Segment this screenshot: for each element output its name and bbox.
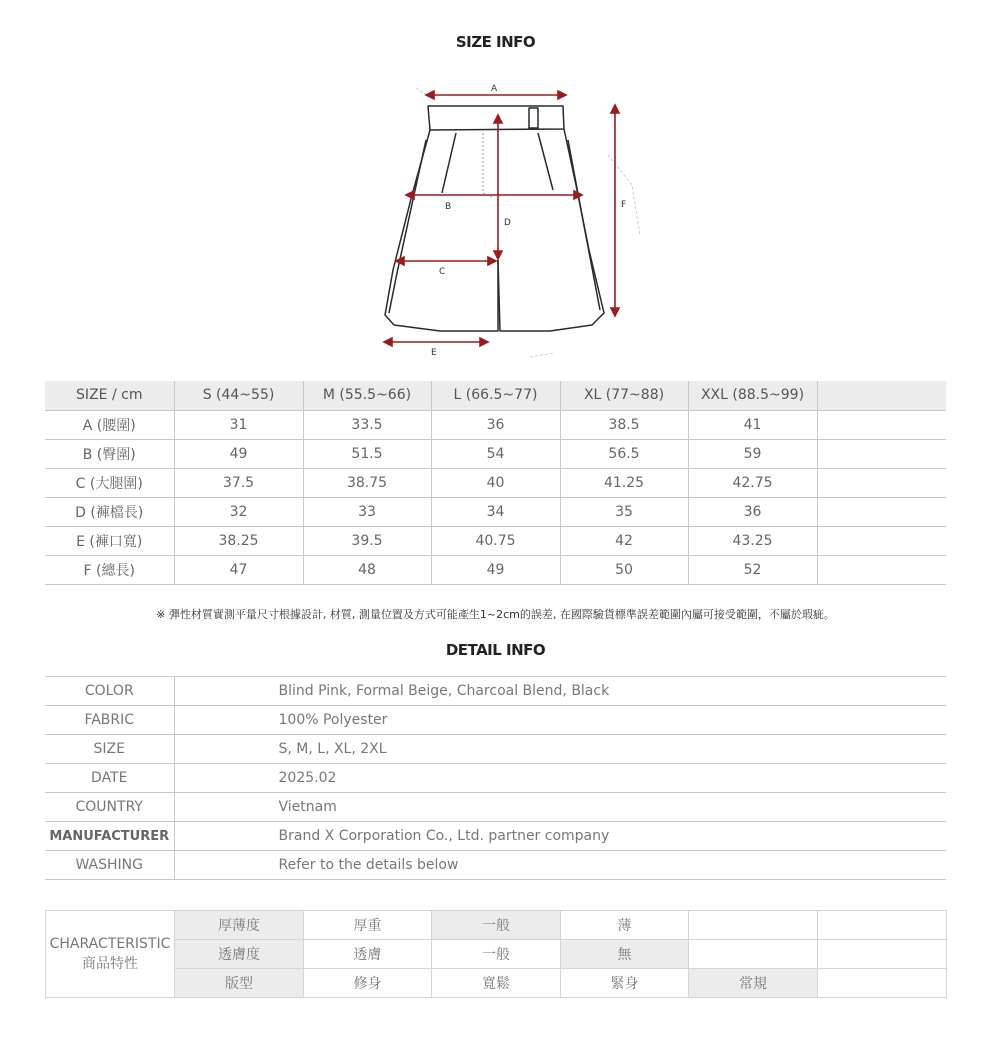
shorts-measurement-diagram [370, 75, 640, 365]
characteristic-option: 寬鬆 [432, 969, 561, 998]
characteristic-name: 透膚度 [175, 940, 304, 969]
characteristic-option [689, 911, 818, 940]
size-cell: 52 [688, 555, 817, 584]
size-row-label: B (臀圍) [45, 439, 174, 468]
characteristic-table [45, 910, 947, 998]
characteristic-option: 薄 [561, 911, 689, 940]
label-e: E [431, 348, 437, 358]
detail-row [45, 764, 946, 793]
characteristic-option: 一般 [432, 940, 561, 969]
detail-row [45, 822, 946, 851]
label-a: A [491, 84, 498, 94]
size-cell: 38.25 [174, 526, 303, 555]
label-d: D [504, 218, 511, 228]
size-table [45, 381, 946, 585]
measurement-note: ※ 彈性材質實測平量尺寸根據設計, 材質, 測量位置及方式可能產生1~2cm的誤差, 在國際驗貨標準誤差範圍內屬可接受範圍，不屬於瑕疵。 [156, 608, 835, 621]
size-cell: 49 [431, 555, 560, 584]
detail-key: FABRIC [45, 706, 174, 735]
size-cell [817, 439, 946, 468]
characteristic-option: 無 [561, 940, 689, 969]
detail-value: Brand X Corporation Co., Ltd. partner company [174, 822, 946, 851]
detail-key: SIZE [45, 735, 174, 764]
characteristic-label-zh: 商品特性 [82, 956, 138, 972]
characteristic-option [818, 911, 947, 940]
detail-row [45, 706, 946, 735]
size-cell [817, 497, 946, 526]
characteristic-option: 一般 [432, 911, 561, 940]
characteristic-name: 版型 [175, 969, 304, 998]
size-row-label: D (褲檔長) [45, 497, 174, 526]
detail-value: Vietnam [174, 793, 946, 822]
size-cell [817, 468, 946, 497]
size-table-header-row [45, 381, 946, 410]
size-cell: 31 [174, 410, 303, 439]
detail-key: DATE [45, 764, 174, 793]
characteristic-label [46, 911, 175, 998]
size-header-label: SIZE / cm [45, 381, 174, 410]
size-cell: 41.25 [560, 468, 688, 497]
size-cell: 40 [431, 468, 560, 497]
characteristic-row [46, 911, 947, 940]
label-b: B [445, 202, 452, 212]
size-row-label: E (褲口寬) [45, 526, 174, 555]
size-header-l: L (66.5~77) [431, 381, 560, 410]
detail-key: WASHING [45, 851, 174, 880]
size-cell: 35 [560, 497, 688, 526]
characteristic-option: 緊身 [561, 969, 689, 998]
characteristic-option: 厚重 [304, 911, 432, 940]
characteristic-option [818, 940, 947, 969]
size-cell: 36 [688, 497, 817, 526]
characteristic-row [46, 940, 947, 969]
characteristic-option: 修身 [304, 969, 432, 998]
size-header-xxl: XXL (88.5~99) [688, 381, 817, 410]
size-header-m: M (55.5~66) [303, 381, 431, 410]
size-cell [817, 410, 946, 439]
detail-key: MANUFACTURER [45, 822, 174, 851]
size-cell: 51.5 [303, 439, 431, 468]
size-cell: 50 [560, 555, 688, 584]
characteristic-option: 透膚 [304, 940, 432, 969]
size-cell: 47 [174, 555, 303, 584]
detail-key: COUNTRY [45, 793, 174, 822]
detail-key: COLOR [45, 677, 174, 706]
characteristic-option [818, 969, 947, 998]
label-f: F [621, 200, 627, 210]
label-c: C [439, 267, 446, 277]
size-cell: 42.75 [688, 468, 817, 497]
detail-row [45, 793, 946, 822]
detail-row [45, 851, 946, 880]
size-row-label: C (大腿圍) [45, 468, 174, 497]
size-cell: 59 [688, 439, 817, 468]
size-cell: 32 [174, 497, 303, 526]
size-cell: 33.5 [303, 410, 431, 439]
size-cell: 56.5 [560, 439, 688, 468]
detail-value: Refer to the details below [174, 851, 946, 880]
size-row [45, 555, 946, 584]
size-row [45, 410, 946, 439]
size-row [45, 526, 946, 555]
detail-table [45, 676, 946, 880]
characteristic-label-en: CHARACTERISTIC [49, 936, 171, 952]
detail-value: S, M, L, XL, 2XL [174, 735, 946, 764]
size-row-label: F (總長) [45, 555, 174, 584]
size-cell: 54 [431, 439, 560, 468]
characteristic-option [689, 940, 818, 969]
detail-row [45, 735, 946, 764]
size-row [45, 439, 946, 468]
size-row-label: A (腰圍) [45, 410, 174, 439]
characteristic-row [46, 969, 947, 998]
size-cell: 49 [174, 439, 303, 468]
size-cell: 41 [688, 410, 817, 439]
size-row [45, 497, 946, 526]
detail-value: Blind Pink, Formal Beige, Charcoal Blend, Black [174, 677, 946, 706]
size-cell: 40.75 [431, 526, 560, 555]
size-cell: 33 [303, 497, 431, 526]
size-info-title: SIZE INFO [455, 33, 536, 51]
size-cell: 39.5 [303, 526, 431, 555]
size-cell: 43.25 [688, 526, 817, 555]
size-header-s: S (44~55) [174, 381, 303, 410]
detail-value: 2025.02 [174, 764, 946, 793]
size-cell: 36 [431, 410, 560, 439]
characteristic-name: 厚薄度 [175, 911, 304, 940]
size-cell [817, 555, 946, 584]
size-cell: 48 [303, 555, 431, 584]
size-cell: 37.5 [174, 468, 303, 497]
characteristic-option: 常規 [689, 969, 818, 998]
size-cell: 42 [560, 526, 688, 555]
size-header-xl: XL (77~88) [560, 381, 688, 410]
detail-value: 100% Polyester [174, 706, 946, 735]
guide-lines [416, 88, 640, 357]
size-cell: 38.5 [560, 410, 688, 439]
size-cell [817, 526, 946, 555]
detail-info-title: DETAIL INFO [445, 641, 546, 659]
size-cell: 34 [431, 497, 560, 526]
shorts-outline [385, 106, 604, 331]
size-cell: 38.75 [303, 468, 431, 497]
size-header-empty [817, 381, 946, 410]
size-row [45, 468, 946, 497]
detail-row [45, 677, 946, 706]
fly-stitch [483, 133, 492, 197]
